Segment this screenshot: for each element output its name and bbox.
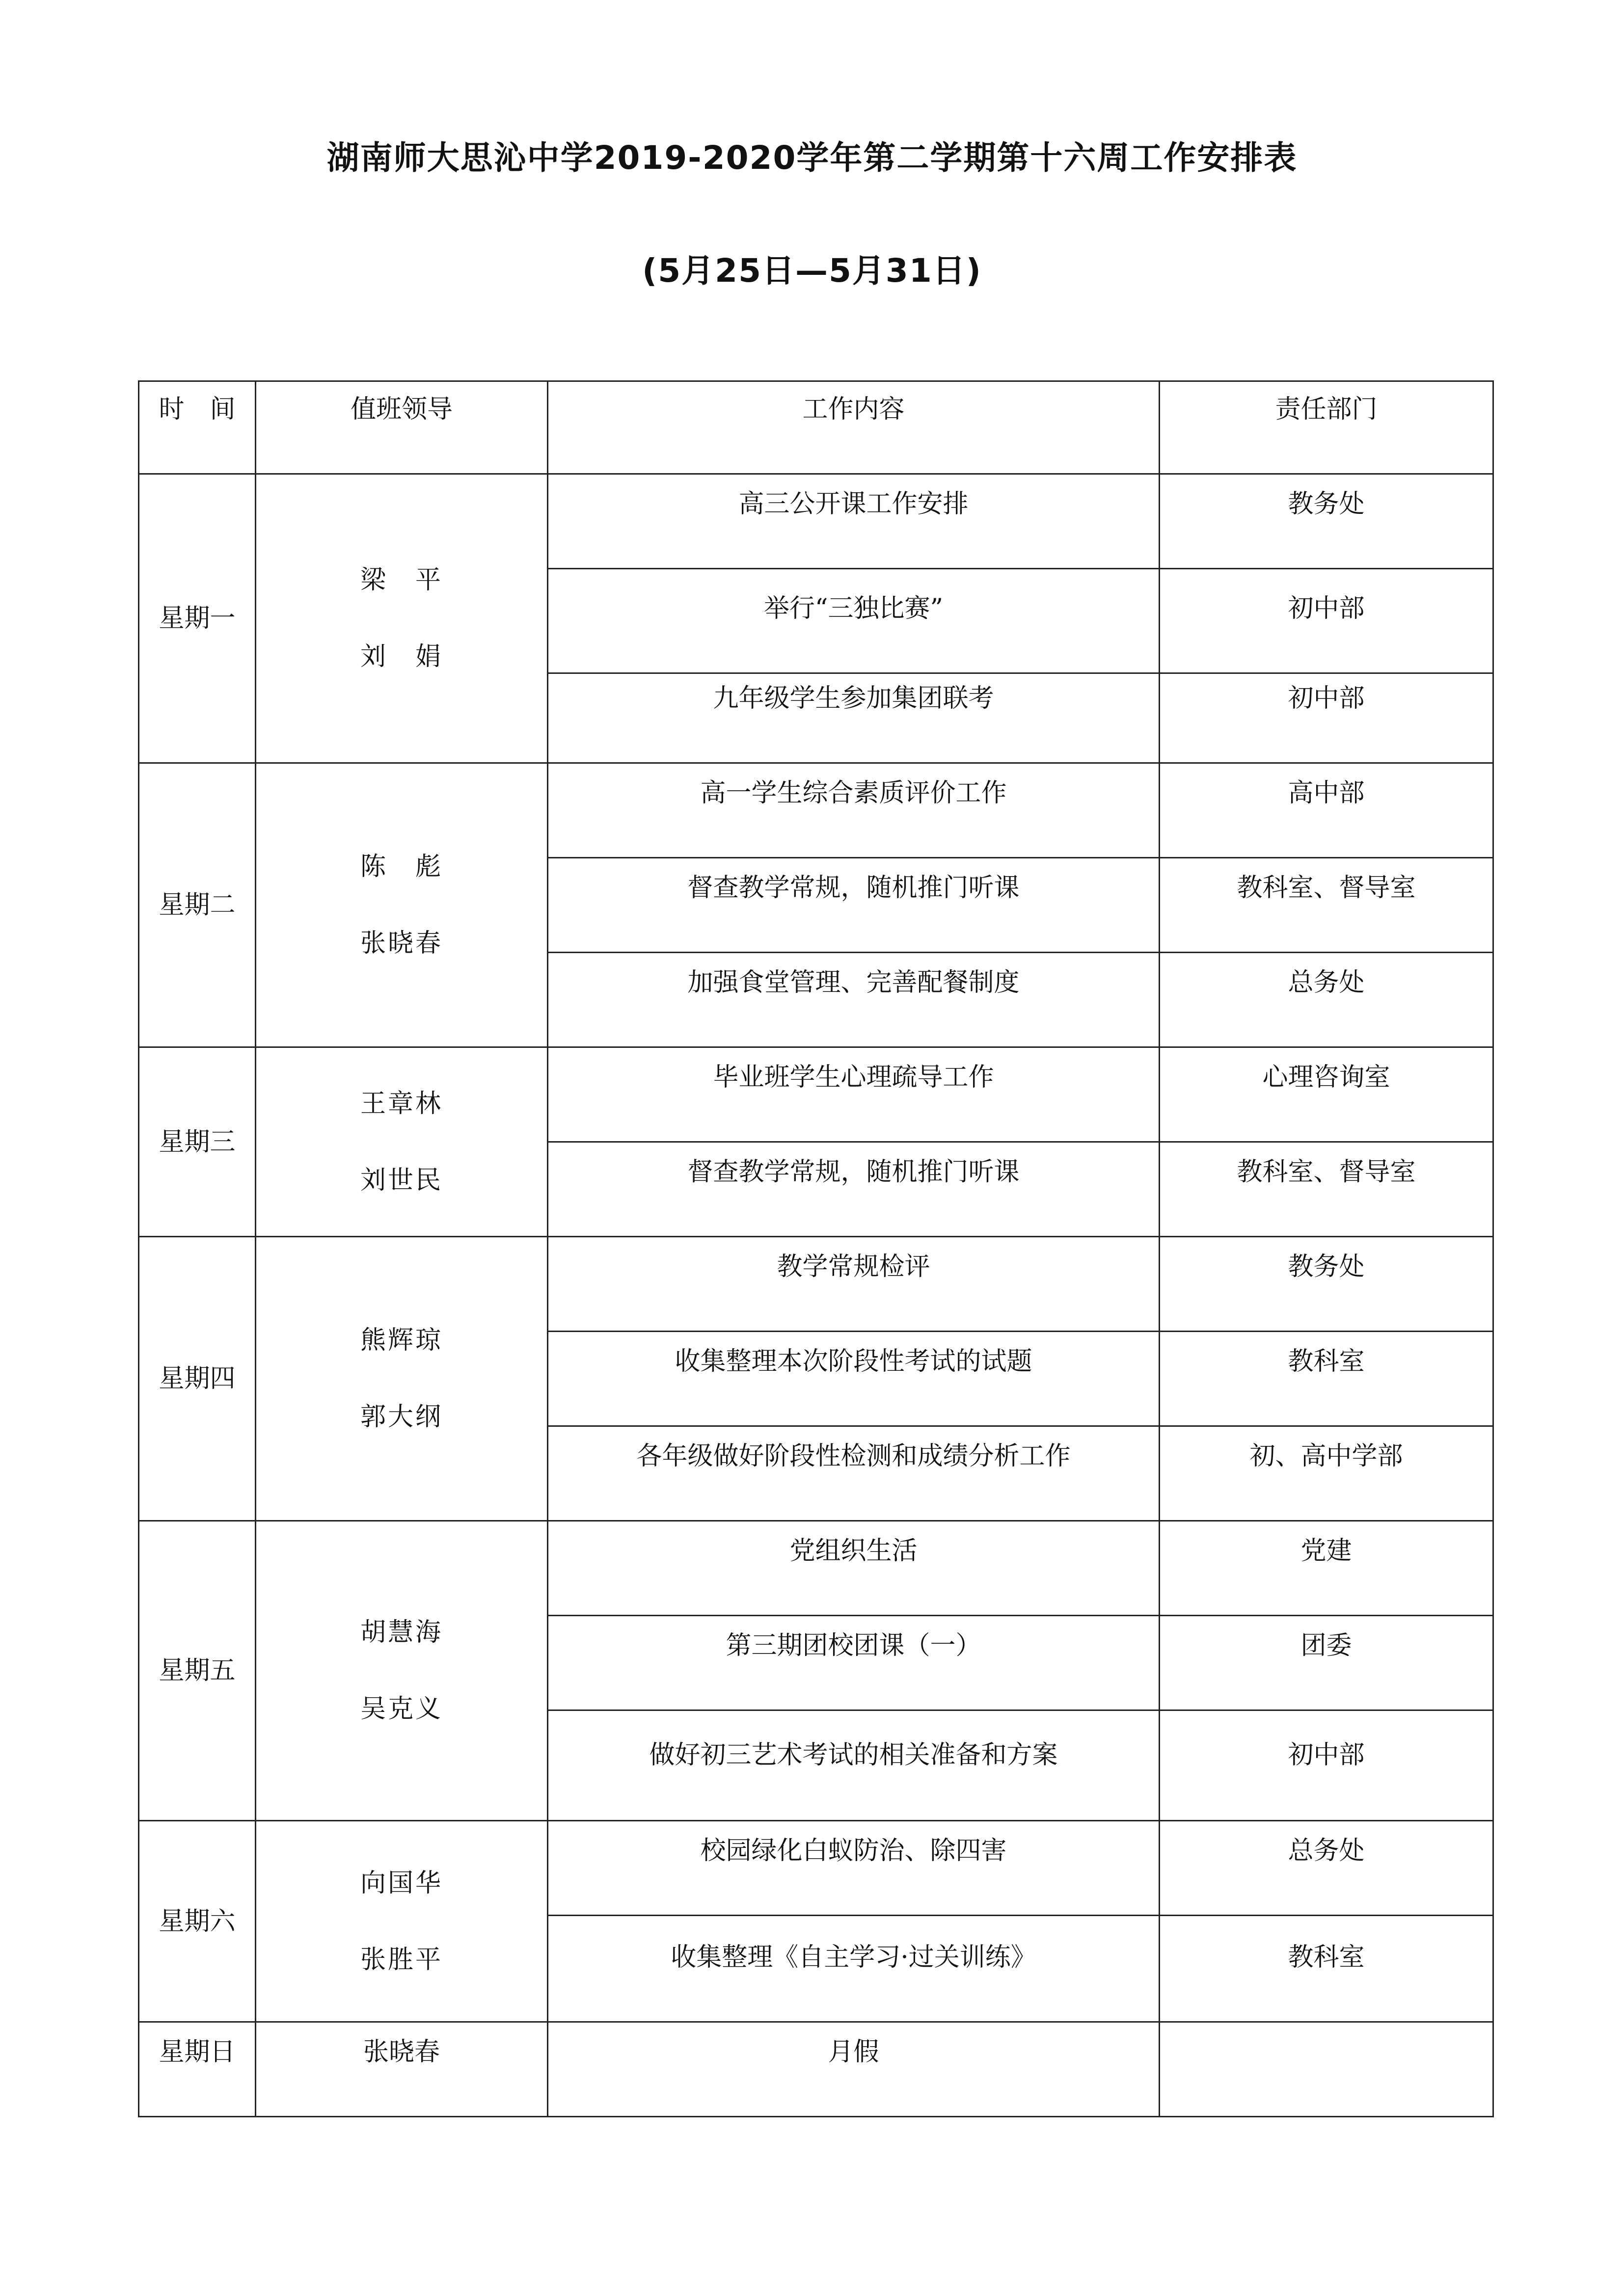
day-cell: 星期五	[139, 1521, 256, 1821]
header-time: 时 间	[139, 381, 256, 474]
day-cell: 星期日	[139, 2022, 256, 2117]
duty-leader: 吴克义	[360, 1694, 443, 1724]
duty-leader: 刘 娟	[360, 642, 443, 671]
content-cell: 收集整理《自主学习·过关训练》	[548, 1916, 1160, 2022]
duty-leader: 王章林	[360, 1089, 443, 1119]
duty-cell	[256, 763, 548, 1047]
duty-leader: 向国华	[360, 1868, 443, 1898]
dept-cell: 教科室、督导室	[1160, 1142, 1493, 1237]
table-row	[139, 1821, 1493, 1916]
dept-cell: 初中部	[1160, 1710, 1493, 1821]
duty-leader: 胡慧海	[360, 1618, 443, 1647]
dept-cell: 党建	[1160, 1521, 1493, 1616]
dept-cell: 教务处	[1160, 474, 1493, 569]
dept-cell: 教务处	[1160, 1237, 1493, 1332]
content-cell: 党组织生活	[548, 1521, 1160, 1616]
duty-cell	[256, 1521, 548, 1821]
content-cell: 校园绿化白蚁防治、除四害	[548, 1821, 1160, 1916]
schedule-table	[138, 380, 1494, 2117]
table-row	[139, 763, 1493, 858]
dept-cell: 总务处	[1160, 953, 1493, 1047]
dept-cell: 高中部	[1160, 763, 1493, 858]
content-cell: 督查教学常规，随机推门听课	[548, 858, 1160, 953]
content-cell: 举行“三独比赛”	[548, 569, 1160, 673]
duty-leader: 陈 彪	[360, 852, 443, 881]
content-cell: 做好初三艺术考试的相关准备和方案	[548, 1710, 1160, 1821]
dept-cell: 初中部	[1160, 569, 1493, 673]
content-cell: 高一学生综合素质评价工作	[548, 763, 1160, 858]
duty-leader: 熊辉琼	[360, 1326, 443, 1355]
content-cell: 各年级做好阶段性检测和成绩分析工作	[548, 1426, 1160, 1521]
table-row	[139, 1237, 1493, 1332]
duty-leader: 张晓春	[360, 929, 443, 958]
duty-leader: 刘世民	[360, 1165, 443, 1195]
dept-cell: 初中部	[1160, 673, 1493, 763]
content-cell: 高三公开课工作安排	[548, 474, 1160, 569]
day-cell: 星期二	[139, 763, 256, 1047]
content-cell: 毕业班学生心理疏导工作	[548, 1047, 1160, 1142]
duty-cell	[256, 1237, 548, 1521]
duty-cell	[256, 1047, 548, 1237]
page-subtitle: (5月25日—5月31日)	[642, 252, 982, 290]
page-title: 湖南师大思沁中学2019-2020学年第二学期第十六周工作安排表	[326, 139, 1298, 177]
duty-cell	[256, 474, 548, 763]
duty-cell: 张晓春	[256, 2022, 548, 2117]
header-content: 工作内容	[548, 381, 1160, 474]
duty-leader: 郭大纲	[360, 1402, 443, 1432]
dept-cell: 初、高中学部	[1160, 1426, 1493, 1521]
header-dept: 责任部门	[1160, 381, 1493, 474]
content-cell: 加强食堂管理、完善配餐制度	[548, 953, 1160, 1047]
content-cell: 月假	[548, 2022, 1160, 2117]
dept-cell: 团委	[1160, 1616, 1493, 1710]
day-cell: 星期三	[139, 1047, 256, 1237]
dept-cell	[1160, 2022, 1493, 2117]
dept-cell: 心理咨询室	[1160, 1047, 1493, 1142]
table-header-row	[139, 381, 1493, 474]
table-row	[139, 474, 1493, 569]
duty-cell	[256, 1821, 548, 2022]
content-cell: 九年级学生参加集团联考	[548, 673, 1160, 763]
content-cell: 第三期团校团课（一）	[548, 1616, 1160, 1710]
dept-cell: 教科室、督导室	[1160, 858, 1493, 953]
day-cell: 星期六	[139, 1821, 256, 2022]
table-row	[139, 1521, 1493, 1616]
content-cell: 收集整理本次阶段性考试的试题	[548, 1332, 1160, 1426]
table-row	[139, 2022, 1493, 2117]
day-cell: 星期四	[139, 1237, 256, 1521]
dept-cell: 教科室	[1160, 1916, 1493, 2022]
duty-leader: 梁 平	[360, 565, 443, 595]
dept-cell: 总务处	[1160, 1821, 1493, 1916]
content-cell: 教学常规检评	[548, 1237, 1160, 1332]
duty-leader: 张胜平	[360, 1945, 443, 1975]
content-cell: 督查教学常规，随机推门听课	[548, 1142, 1160, 1237]
table-row	[139, 1047, 1493, 1142]
dept-cell: 教科室	[1160, 1332, 1493, 1426]
day-cell: 星期一	[139, 474, 256, 763]
header-duty: 值班领导	[256, 381, 548, 474]
